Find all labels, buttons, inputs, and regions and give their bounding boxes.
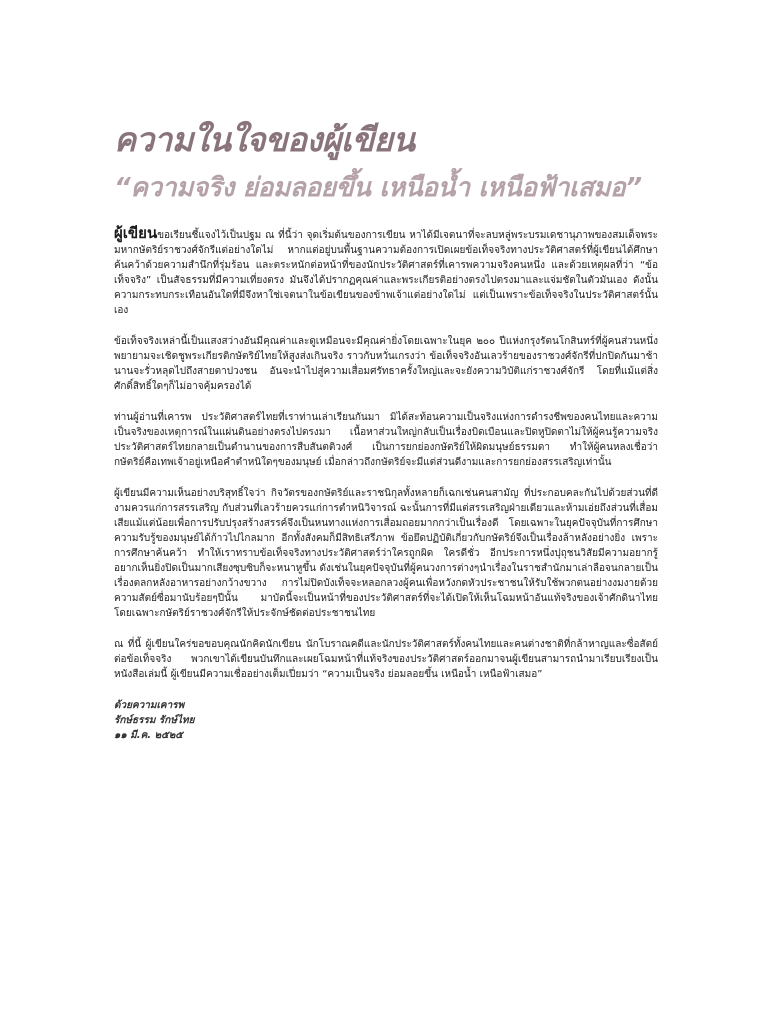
paragraph-text: ผู้เขียนมีความเห็นอย่างบริสุทธิ์ใจว่า กิจวัตรของกษัตริย์และราชนิกุลทั้งหลายก็เฉกเช่นคนสามัญ ที่ประกอบคละกันไปด้วยส่วนที่ดีงามควรแก่การสรรเสริญ กับส่วนที่เลวร้ายควรแก่การตำหนิวิจารณ์ ฉะนั้นการที่มีแต่สรรเสริญฝ่ายเดียวและห้ามเอ่ยถึงส่วนที่เสื่อมเสียแม้แต่น้อยเพื่อการปรับปรุงสร้างสรรค์จึงเป็นหนทางแห่งการเสื่อมถอยมากกว่าเป็นเรื่องดี โดยเฉพาะในยุคปัจจุบันที่การศึกษา ความรับรู้ของมนุษย์ได้ก้าวไปไกลมาก อีกทั้งสังคมก็มีสิทธิเสรีภาพ ข้อยึดปฏิบัติเกี่ยวกับกษัตริย์จึงเป็นเรื่องล้าหลังอย่างยิ่ง เพราะการศึกษาค้นคว้า ทำให้เราทราบข้อเท็จจริงทางประวัติศาสตร์ว่าใครถูกผิด ใครดีชั่ว อีกประการหนึ่งปุถุชนวิสัยมีความอยากรู้อยากเห็นยิ่งปิดเป็นมากเสียงซุบซิบก็จะหนาหูขึ้น ดังเช่นในยุคปัจจุบันที่ผู้คนวงการต่างๆนำเรื่องในราชสำนักมาเล่าลือจนกลายเป็นเรื่องตลกหลังอาหารอย่างกว้างขวาง การไม่ปิดบังเท็จจะหลอกลวงผู้คนเพื่อหวังกดหัวประชาชนให้รับใช้พวกตนอย่างงมงายด้วยความสัตย์ซื่อมานับร้อยๆปีนั้น มาบัดนี้จะเป็นหน้าที่ของประวัติศาสตร์ที่จะได้เปิดให้เห็นโฉมหน้าอันแท้จริงของเจ้าศักดินาไทย โดยเฉพาะกษัตริย์ราชวงศ์จักรีให้ประจักษ์ชัดต่อประชาชนไทย	[114, 488, 658, 619]
signature-date: ๑๑ มี.ค. ๒๕๒๕	[114, 730, 183, 741]
paragraph-5	[114, 637, 658, 682]
paragraph-2	[114, 334, 658, 394]
paragraph-text: ท่านผู้อ่านที่เคารพ ประวัติศาสตร์ไทยที่เราท่านเล่าเรียนกันมา มิได้สะท้อนความเป็นจริงแห่งการดำรงชีพของคนไทยและความเป็นจริงของเหตุการณ์ในแผ่นดินอย่างตรงไปตรงมา เนื้อหาส่วนใหญ่กลับเป็นเรื่องบิดเบือนและปิดหูปิดตาไม่ให้ผู้คนรู้ความจริง ประวัติศาสตร์ไทยกลายเป็นตำนานของการสืบสันตติวงศ์ เป็นการยกย่องกษัตริย์ให้ผิดมนุษย์ธรรมดา ทำให้ผู้คนหลงเชื่อว่า กษัตริย์คือเทพเจ้าอยู่เหนือคำตำหนิใดๆของมนุษย์ เมื่อกล่าวถึงกษัตริย์จะมีแต่ส่วนดีงามและการยกย่องสรรเสริญเท่านั้น	[114, 412, 658, 468]
paragraph-text: ขอเรียนชี้แจงไว้เป็นปฐม ณ ที่นี้ว่า จุดเริ่มต้นของการเขียน หาได้มีเจตนาที่จะลบหลู่พระบรมเดชานุภาพของสมเด็จพระมหากษัตริย์ราชวงศ์จักรีแต่อย่างใดไม่ หากแต่อยู่บนพื้นฐานความต้องการเปิดเผยข้อเท็จจริงทางประวัติศาสตร์ที่ผู้เขียนได้ศึกษาค้นคว้าด้วยความสำนึกที่รุ่มร้อน และตระหนักต่อหน้าที่ของนักประวัติศาสตร์ที่เคารพความจริงคนหนึ่ง และด้วยเหตุผลที่ว่า “ข้อเท็จจริง” เป็นสัจธรรมที่มีความเที่ยงตรง มันจึงได้ปรากฏคุณค่าและพระเกียรติอย่างตรงไปตรงมาและแจ่มชัดในตัวมันเอง ดังนั้นความกระทบกระเทือนอันใดที่มีจึงหาใช่เจตนาในข้อเขียนของข้าพเจ้าแต่อย่างใดไม่ แต่เป็นเพราะข้อเท็จจริงในประวัติศาสตร์นั้นเอง	[114, 230, 658, 316]
page-subtitle-quote: “ความจริง ย่อมลอยขึ้น เหนือน้ำ เหนือฟ้าเสมอ”	[114, 173, 642, 203]
signature-closing: ด้วยความเคารพ	[114, 700, 185, 711]
paragraph-text: ข้อเท็จจริงเหล่านี้เป็นแสงสว่างอันมีคุณค่าและดูเหมือนจะมีคุณค่ายิ่งโดยเฉพาะในยุค ๒๐๐ ปีแห่งกรุงรัตนโกสินทร์ที่ผู้คนส่วนหนึ่งพยายามจะเชิดชูพระเกียรติกษัตริย์ไทยให้สูงส่งเกินจริง ราวกับหวั่นเกรงว่า ข้อเท็จจริงอันเลวร้ายของราชวงศ์จักรีที่ปกปิดกันมาช้านานจะรั่วหลุดไปถึงสายตาปวงชน อันจะนำไปสู่ความเสื่อมศรัทธาครั้งใหญ่และจะยังความวิบัติแก่ราชวงศ์จักรี โดยที่แม้แต่สิ่งศักดิ์สิทธิ์ใดๆก็ไม่อาจคุ้มครองได้	[114, 336, 658, 392]
page-title: ความในใจของผู้เขียน	[114, 120, 415, 159]
signature-name: รักษ์ธรรม รักษ์ไทย	[114, 715, 195, 726]
paragraph-text: ณ ที่นี้ ผู้เขียนใคร่ขอขอบคุณนักคิดนักเขียน นักโบราณคดีและนักประวัติศาสตร์ทั้งคนไทยและคนต่างชาติที่กล้าหาญและซื่อสัตย์ต่อข้อเท็จจริง พวกเขาได้เขียนบันทึกและเผยโฉมหน้าที่แท้จริงของประวัติศาสตร์ออกมาจนผู้เขียนสามารถนำมาเรียบเรียงเป็นหนังสือเล่มนี้ ผู้เขียนมีความเชื่ออย่างเต็มเปี่ยมว่า “ความเป็นจริง ย่อมลอยขึ้น เหนือน้ำ เหนือฟ้าเสมอ”	[114, 639, 658, 680]
paragraph-lead-word: ผู้เขียน	[114, 224, 158, 242]
paragraph-1	[114, 226, 658, 318]
paragraph-3	[114, 410, 658, 470]
body-text	[114, 226, 658, 682]
document-page	[114, 118, 658, 743]
paragraph-4	[114, 486, 658, 621]
signature-block	[114, 698, 658, 743]
